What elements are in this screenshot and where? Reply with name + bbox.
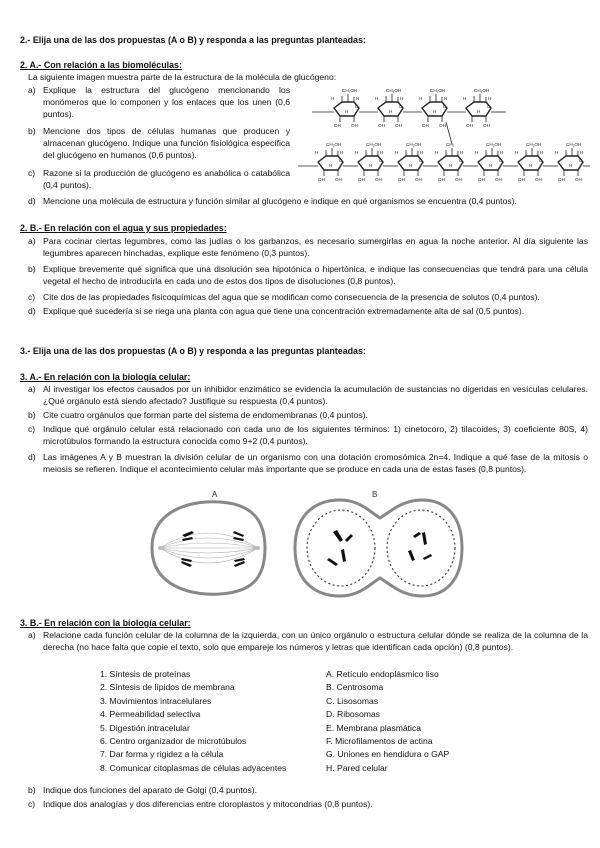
q2b-item-d: [28, 305, 588, 317]
q3a-item-c: [28, 423, 588, 447]
item-text: Indique qué orgánulo celular está relacionado con cada uno de los siguientes términos: 1) cinetocoro, 2) tilacoides, 3) coeficiente 80S, 4) microtúbulos formando la estructura conocida como 9+2 (0,4 puntos).: [43, 424, 588, 447]
q2a-item-a: [28, 84, 290, 121]
item-label: a): [28, 384, 36, 394]
function-item: 1. Síntesis de proteínas: [100, 669, 191, 679]
item-text: Las imágenes A y B muestran la división celular de un organismo con una dotación cromosómica 2n=4. Indique a qué fase de la mitosis o meiosis se refieren. Indique el acontecimiento celular más importante que se produce en cada una de estas fases (0,8 puntos).: [43, 452, 588, 475]
q3a-item-d: [28, 451, 588, 475]
oh-label: OH: [318, 177, 325, 182]
h-label: H: [580, 150, 584, 155]
item-label: d): [28, 306, 36, 316]
cell-b-nucleus-right: [387, 510, 455, 586]
ring-o-label: O: [487, 104, 491, 109]
organelle-item: B. Centrosoma: [326, 682, 384, 693]
q2a-intro: La siguiente imagen muestra parte de la estructura de la molécula de glucógeno:: [28, 72, 337, 82]
oh-label: OH: [518, 177, 525, 182]
ch2oh-label: CH₂OH: [566, 142, 582, 147]
h-label: H: [569, 163, 573, 168]
function-item: 5. Digestión intracelular: [100, 722, 190, 733]
organelles-column: [326, 668, 546, 775]
organelle-item: H. Pared celular: [326, 762, 388, 773]
q3b-item-c: [28, 798, 588, 810]
q2b-item-b: [28, 263, 588, 287]
ring-o-label: O: [443, 104, 447, 109]
ring-o-label: O: [539, 158, 543, 163]
q2a-item-d: [28, 195, 588, 207]
item-label: b): [28, 410, 36, 420]
h-label: H: [460, 150, 464, 155]
oh-label: OH: [395, 123, 402, 128]
item-label: b): [28, 264, 36, 274]
item-text: Explique la estructura del glucógeno mencionando los monómeros que lo componen y los enlaces que los unen (0,6 puntos).: [43, 85, 290, 120]
organelle-item: D. Ribosomas: [326, 709, 380, 720]
ch2oh-label: CH₂OH: [326, 142, 342, 147]
h-label: H: [435, 150, 439, 155]
oh-label: OH: [483, 123, 490, 128]
figure-label-b: B: [372, 490, 378, 499]
ch2oh-label: CH₂OH: [366, 142, 382, 147]
q2a-item-b: [28, 125, 290, 162]
h-label: H: [355, 150, 359, 155]
q2a-title: 2. A.- Con relación a las biomoléculas:: [20, 60, 182, 70]
oh-label: OH: [378, 123, 385, 128]
item-label: a): [28, 630, 36, 640]
h-label: H: [419, 96, 423, 101]
function-item: 2. Síntesis de lípidos de membrana: [100, 682, 235, 693]
item-label: c): [28, 424, 36, 434]
figure-label-a: A: [212, 490, 218, 499]
oh-label: OH: [455, 177, 462, 182]
h-label: H: [488, 96, 492, 101]
h-label: H: [463, 96, 467, 101]
ch2oh-label: CH₂OH: [474, 88, 490, 93]
glycosidic-bond: [446, 122, 452, 144]
q3b-item-b: [28, 784, 588, 796]
h-label: H: [315, 150, 319, 155]
ch2oh-label: CH₂OH: [386, 88, 402, 93]
cell-b-chromosomes: [327, 530, 432, 566]
cell-a-centrosome-left: [158, 546, 162, 550]
item-text: Relacione cada función celular de la columna de la izquierda, con un único orgánulo o estructura celular dónde se realiza de la columna de la derecha (no hace falta que copie el texto, solo que empareje los números y letras que identifican cada opción) (0,8 puntos).: [43, 630, 588, 653]
oh-label: OH: [334, 123, 341, 128]
ring-o-label: O: [379, 158, 383, 163]
oh-label: OH: [438, 177, 445, 182]
ring-o-label: O: [419, 158, 423, 163]
ch2oh-label: CH₂OH: [526, 142, 542, 147]
h-label: H: [433, 109, 437, 114]
h-label: H: [449, 163, 453, 168]
q3-heading: 3.- Elija una de las dos propuestas (A o B) y responda a las preguntas planteadas:: [20, 346, 366, 356]
ch2oh-label: CH₂OH: [342, 88, 358, 93]
h-label: H: [400, 96, 404, 101]
oh-label: OH: [415, 177, 422, 182]
h-label: H: [409, 163, 413, 168]
ch2oh-label: CH₂OH: [406, 142, 422, 147]
h-label: H: [375, 96, 379, 101]
organelle-item: C. Lisosomas: [326, 695, 379, 706]
oh-label: OH: [398, 177, 405, 182]
organelle-item: G. Uniones en hendidura o GAP: [326, 749, 450, 760]
h-label: H: [356, 96, 360, 101]
item-text: Para cocinar ciertas legumbres, como las judías o los garbanzos, es necesario sumergirlas en agua la noche anterior. Al día siguiente las legumbres aparecen hinchadas, explique este fenómeno (0,3 puntos).: [43, 236, 588, 259]
q2-heading: 2.- Elija una de las dos propuestas (A o B) y responda a las preguntas planteadas:: [20, 35, 366, 45]
h-label: H: [489, 163, 493, 168]
cell-a-chromosomes: [181, 531, 245, 567]
q3a-item-a: [28, 383, 588, 407]
oh-label: OH: [575, 177, 582, 182]
item-label: b): [28, 785, 36, 795]
ring-o-label: O: [339, 158, 343, 163]
item-text: Indique dos analogías y dos diferencias entre cloroplastos y mitocondrias (0,8 puntos).: [43, 799, 373, 809]
organelle-item: E. Membrana plasmática: [326, 722, 422, 733]
ring-o-label: O: [579, 158, 583, 163]
h-label: H: [345, 109, 349, 114]
h-label: H: [389, 109, 393, 114]
h-label: H: [395, 150, 399, 155]
item-label: c): [28, 168, 36, 178]
function-item: 7. Dar forma y rigidez a la célula: [100, 749, 224, 760]
h-label: H: [369, 163, 373, 168]
oh-label: OH: [351, 123, 358, 128]
oh-label: OH: [358, 177, 365, 182]
h-label: H: [329, 163, 333, 168]
oh-label: OH: [535, 177, 542, 182]
item-label: a): [28, 236, 36, 246]
q2b-title: 2. B.- En relación con el agua y sus propiedades:: [20, 223, 227, 233]
ring-o-label: O: [499, 158, 503, 163]
item-text: Indique dos funciones del aparato de Golgi (0,4 puntos).: [43, 785, 258, 795]
oh-label: OH: [335, 177, 342, 182]
oh-label: OH: [558, 177, 565, 182]
h-label: H: [331, 96, 335, 101]
oh-label: OH: [422, 123, 429, 128]
item-text: Explique qué sucedería si se riega una planta con agua que tiene una concentración extremadamente alta de sal (0,5 puntos).: [43, 306, 525, 316]
ring-o-label: O: [459, 158, 463, 163]
cell-division-figure: [140, 488, 470, 600]
item-label: c): [28, 799, 36, 809]
function-item: 3. Movimientos intracelulares: [100, 695, 212, 706]
item-text: Explique brevemente qué significa que una disolución sea hipotónica o hipertónica, e indique las consecuencias que tendrá para una célula vegetal el hecho de introducirla en cada uno de estos dos tipos de disoluciones (0,8 puntos).: [43, 264, 588, 287]
ch2oh-label: CH₂OH: [430, 88, 446, 93]
q3a-title: 3. A.- En relación con la biología celular:: [20, 372, 191, 382]
h-label: H: [540, 150, 544, 155]
item-text: Mencione una molécula de estructura y función similar al glucógeno e indique en qué organismos se encuentra (0,4 puntos).: [43, 196, 517, 206]
ring-o-label: O: [355, 104, 359, 109]
organelle-item: A. Retículo endoplásmico liso: [326, 669, 439, 679]
h-label: H: [475, 150, 479, 155]
q3b-title: 3. B.- En relación con la biología celular:: [20, 618, 191, 628]
ch2oh-label: CH₂: [446, 142, 455, 147]
cell-a-centrosome-right: [256, 546, 260, 550]
q2b-item-a: [28, 235, 588, 259]
organelle-item: F. Microfilamentos de actina: [326, 735, 433, 746]
h-label: H: [340, 150, 344, 155]
function-item: 6. Centro organizador de microtúbulos: [100, 735, 247, 746]
item-label: d): [28, 452, 36, 462]
h-label: H: [420, 150, 424, 155]
ch2oh-label: CH₂OH: [486, 142, 502, 147]
h-label: H: [477, 109, 481, 114]
item-label: b): [28, 126, 36, 136]
item-label: c): [28, 292, 36, 302]
function-item: 4. Permeabilidad selectiva: [100, 709, 201, 720]
oh-label: OH: [466, 123, 473, 128]
glycogen-structure-figure: [296, 86, 590, 196]
item-label: d): [28, 196, 36, 206]
item-label: a): [28, 85, 36, 95]
oh-label: OH: [495, 177, 502, 182]
q2a-item-c: [28, 167, 290, 191]
item-text: Al investigar los efectos causados por un inhibidor enzimático se evidencia la acumulación de sustancias no digeridas en vesículas celulares. ¿Qué orgánulo está siendo afectado? Justifique su respuesta (0,4 puntos).: [43, 384, 588, 407]
item-text: Cite cuatro orgánulos que forman parte del sistema de endomembranas (0,4 puntos).: [43, 410, 368, 420]
h-label: H: [444, 96, 448, 101]
oh-label: OH: [375, 177, 382, 182]
oh-label: OH: [439, 123, 446, 128]
item-text: Razone si la producción de glucógeno es anabólica o catabólica (0,4 puntos).: [43, 168, 290, 191]
item-text: Cite dos de las propiedades fisicoquímicas del agua que se modifican como consecuencia de la presencia de solutos (0,4 puntos).: [43, 292, 540, 302]
h-label: H: [380, 150, 384, 155]
h-label: H: [515, 150, 519, 155]
q2b-item-c: [28, 291, 588, 303]
cell-b-nucleus-left: [307, 510, 375, 586]
function-item: 8. Comunicar citoplasmas de células adyacentes: [100, 762, 287, 773]
h-label: H: [500, 150, 504, 155]
q3a-item-b: [28, 409, 588, 421]
functions-column: [100, 668, 320, 775]
item-text: Mencione dos tipos de células humanas que producen y almacenan glucógeno. Indique una función fisiológica específica del glucógeno en humanos (0,6 puntos).: [43, 126, 290, 161]
h-label: H: [555, 150, 559, 155]
q3b-item-a: [28, 629, 588, 653]
h-label: H: [529, 163, 533, 168]
oh-label: OH: [478, 177, 485, 182]
ring-o-label: O: [399, 104, 403, 109]
